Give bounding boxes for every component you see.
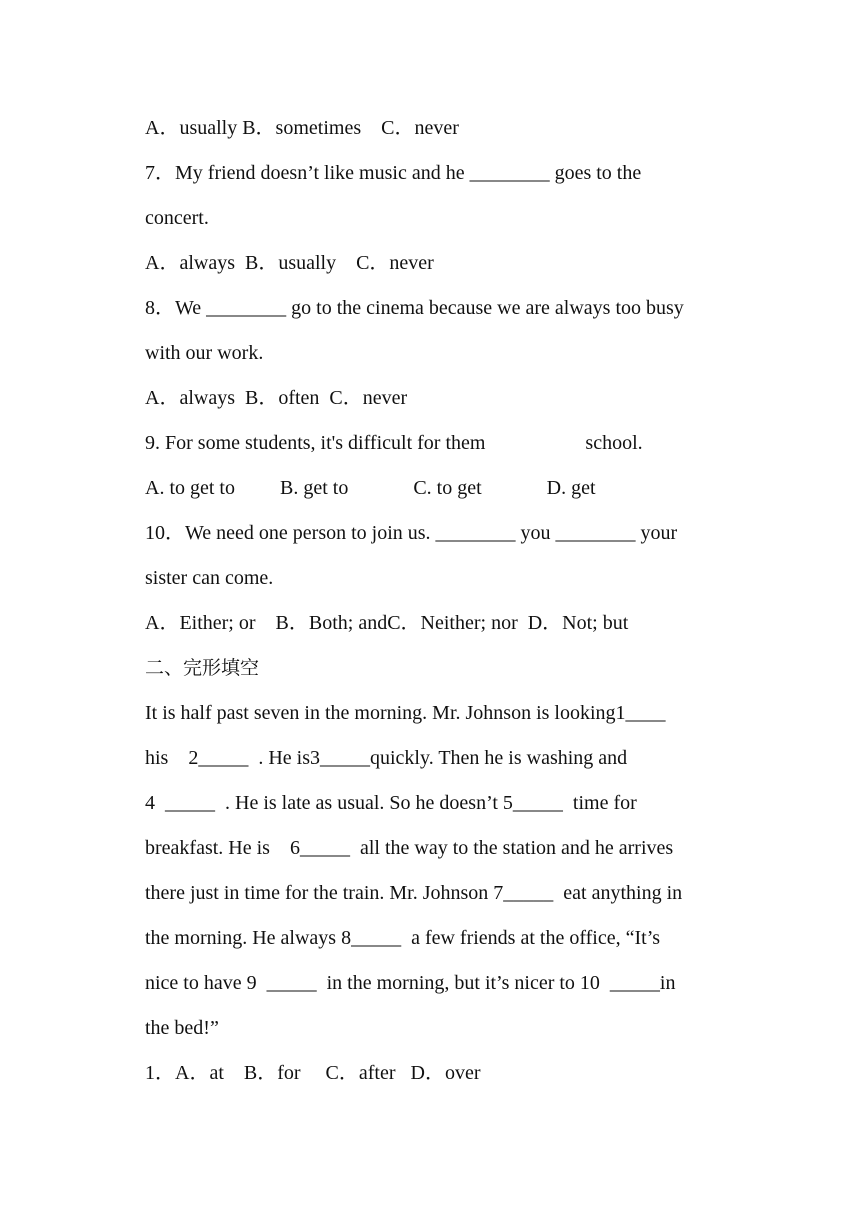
q10-question-cont: sister can come. xyxy=(145,567,274,589)
passage-line: 4 _____ . He is late as usual. So he doesn’t 5_____ time for xyxy=(145,792,637,814)
q9-options: A. to get to B. get to C. to get D. get xyxy=(145,477,596,499)
q9-question: 9. For some students, it's difficult for them school. xyxy=(145,432,643,454)
q10-question: 10．We need one person to join us. ________ you ________ your xyxy=(145,522,678,544)
passage-line: It is half past seven in the morning. Mr. Johnson is looking1____ xyxy=(145,702,666,724)
passage-line: the bed!” xyxy=(145,1017,219,1039)
passage-line: his 2_____ . He is3_____quickly. Then he is washing and xyxy=(145,747,628,769)
q10-options: A．Either; or B．Both; andC．Neither; nor D．Not; but xyxy=(145,612,629,634)
passage-line: nice to have 9 _____ in the morning, but it’s nicer to 10 _____in xyxy=(145,972,676,994)
q8-question-cont: with our work. xyxy=(145,342,264,364)
passage-line: there just in time for the train. Mr. Johnson 7_____ eat anything in xyxy=(145,882,683,904)
q7-question-cont: concert. xyxy=(145,207,209,229)
passage-line: breakfast. He is 6_____ all the way to the station and he arrives xyxy=(145,837,674,859)
q7-options: A．always B．usually C．never xyxy=(145,252,434,274)
section-heading: 二、完形填空 xyxy=(145,657,260,679)
q7-question: 7．My friend doesn’t like music and he ________ goes to the xyxy=(145,162,642,184)
q6-options: A．usually B．sometimes C．never xyxy=(145,117,459,139)
q8-question: 8．We ________ go to the cinema because we are always too busy xyxy=(145,297,684,319)
passage-line: the morning. He always 8_____ a few friends at the office, “It’s xyxy=(145,927,661,949)
q8-options: A．always B．often C．never xyxy=(145,387,408,409)
cloze-q1-options: 1．A．at B．for C．after D．over xyxy=(145,1062,481,1084)
